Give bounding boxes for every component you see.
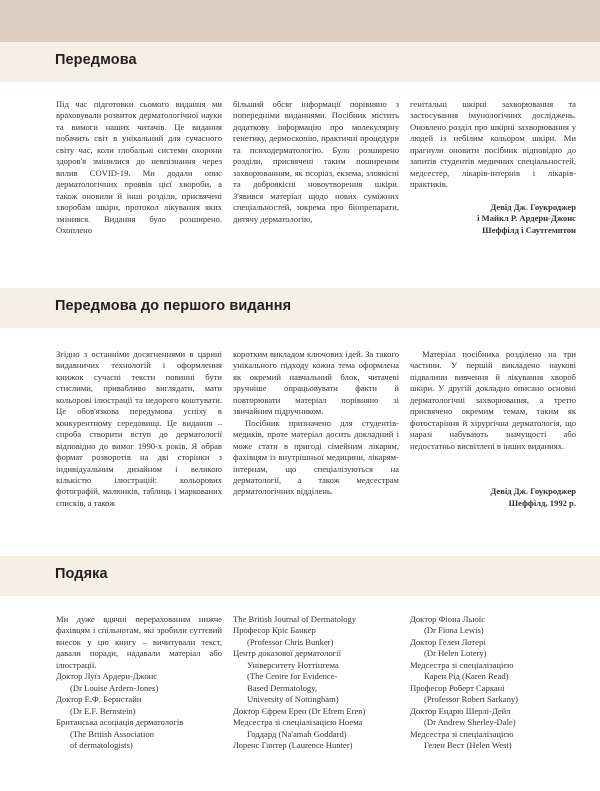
list-item-detail: Університету Ноттінгема (247, 659, 339, 670)
section-title: Подяка (55, 566, 108, 582)
acknowledgements-list (410, 614, 576, 751)
acknowledgements-column-1 (56, 614, 222, 751)
paragraph: Ми дуже вдячні перерахованим нижче фахівцям і спільнотам, які зробили суттєвий внесок у цю книгу – вичитували текст, давали поради, надавали матеріал або ілюстрації. (56, 614, 222, 670)
acknowledgements-body (56, 614, 576, 751)
section-header-acknowledgements (0, 556, 600, 596)
list-item-detail: (Dr E.F. Bernstein) (70, 705, 136, 716)
list-item: Доктор Е.Ф. Бернстайн (56, 694, 142, 705)
preface-signature (410, 202, 576, 237)
acknowledgements-list (56, 671, 222, 751)
paragraph: Матеріал посібника розділено на три частини. У першій викладено наукові підвалини вивчення й лікування хвороб шкіри. У другій докладно описано основні дерматологічні захворювання, а третю присвячено окремим темам, таким як фотостаріння й хірургічна дерматологія, що наразі набувають значущості або недостатньо висвітлені в інших виданнях. (410, 349, 576, 451)
list-item-detail: of dermatologists) (70, 739, 133, 750)
list-item-detail: Карен Рід (Karen Read) (424, 671, 509, 682)
signature-line: Шеффілд, 1992 р. (508, 497, 576, 508)
list-item: Лоренс Гантер (Laurence Hunter) (233, 739, 353, 750)
first-edition-column-1 (56, 349, 222, 509)
list-item: Доктор Ендрю Шерлі-Дейл (410, 705, 511, 716)
list-item-detail: University of Nottingham) (247, 694, 339, 705)
first-edition-column-3 (410, 349, 576, 509)
list-item: Професор Роберт Саркані (410, 682, 505, 693)
preface-column-1 (56, 99, 222, 236)
preface-body (56, 99, 576, 236)
paragraph: більший обсяг інформації порівняно з попередніми виданнями. Посібник містить додаткову інформацію про молекулярну генетику, дермоскопію, практичні процедури та психодерматологію. Було розширено розділи, присвячені таким поширеним захворюванням, як псоріаз, екзема, злоякісні та доброякісні новоутворення шкіри. З'явився матеріал щодо нових суміжних спеціальностей, зокрема про біопрепарати, дитячу дерматологію, (233, 99, 399, 224)
list-item-detail: Гелен Вест (Helen West) (424, 739, 512, 750)
list-item: Медсестра зі спеціалізацією Ноема (233, 717, 363, 728)
section-header-first-edition (0, 288, 600, 328)
list-item-detail: (Dr Helen Lotery) (424, 648, 487, 659)
list-item-detail: (Dr Louise Ardern-Jones) (70, 682, 159, 693)
top-decorative-band (0, 0, 600, 42)
paragraph: Посібник призначено для студентів-медиків, проте матеріал досить докладний і може стати в пригоді сімейним лікарям, фахівцям із внутрішньої медицини, лікарям-інтернам, що спеціалізуються на дерматології, а також медсестрам дерматологічних відділень. (233, 417, 399, 497)
signature-line: Шеффілд і Саутгемптон (482, 224, 576, 235)
list-item-detail: (Professor Chris Bunker) (247, 636, 334, 647)
list-item-detail: Based Dermatology, (247, 682, 318, 693)
list-item-detail: (The Centre for Evidence- (247, 671, 338, 682)
section-header-preface (0, 42, 600, 82)
list-item-detail: (Dr Andrew Sherley-Dale) (424, 717, 516, 728)
list-item-detail: Годдард (Na'amah Goddard) (247, 728, 347, 739)
acknowledgements-list (233, 614, 399, 751)
first-edition-column-2 (233, 349, 399, 509)
preface-column-3 (410, 99, 576, 236)
acknowledgements-column-2 (233, 614, 399, 751)
list-item: Доктор Луїз Ардерн-Джонс (56, 671, 158, 682)
list-item: Медсестра зі спеціалізацією (410, 659, 514, 670)
signature-line: і Майкл Р. Ардерн-Джонс (477, 213, 576, 224)
acknowledgements-column-3 (410, 614, 576, 751)
list-item-detail: (The British Association (70, 728, 155, 739)
signature-line: Девід Дж. Гоукроджер (490, 201, 576, 212)
section-title: Передмова (55, 52, 137, 68)
first-edition-body (56, 349, 576, 509)
list-item: The British Journal of Dermatology (233, 614, 357, 624)
preface-column-2 (233, 99, 399, 236)
list-item: Центр доказової дерматології (233, 648, 341, 659)
list-item: Професор Кріс Банкер (233, 625, 316, 636)
section-title: Передмова до першого видання (55, 298, 292, 314)
list-item: Доктор Фіона Льюїс (410, 614, 486, 624)
list-item-detail: (Professor Robert Sarkany) (424, 694, 519, 705)
first-edition-signature (410, 486, 576, 509)
paragraph: генітальні шкірні захворювання та застосування імунологічних досліджень. Оновлено розділ про шкірні захворювання у людей із небілим кольором шкіри. Ми прагнули оновити посібник відповідно до запитів студентів медичних спеціальностей, медсестер, лікарів-інтернів і лікарів-практиків. (410, 99, 576, 190)
list-item: Медсестра зі спеціалізацією (410, 728, 514, 739)
list-item: Британська асоціація дерматологів (56, 717, 184, 728)
paragraph: коротким викладом ключових ідей. За такого унікального підходу кожна тема оформлена як окремий навчальний блок, читачеві зручніше опрацьовувати факти й повторювати матеріал порівняно зі звичайним підручником. (233, 349, 399, 417)
list-item-detail: (Dr Fiona Lewis) (424, 625, 484, 636)
list-item: Доктор Єфрем Ерен (Dr Efrem Eren) (233, 705, 366, 716)
paragraph: Під час підготовки сьомого видання ми враховували розвиток дерматологічної науки та вимоги наших читачів. Це видання побачить світ в унікальний для сучасного світу час, коли глобальні системи охорони здоров'я змінилися до невпізнання через вплив COVID-19. Ми додали опис дерматологічних проявів цієї хвороби, а також оновили й інші розділи, присвячені хворобам шкіри, протокол лікування яких змінився. Видання було розширено. Охоплено (56, 99, 222, 235)
list-item: Доктор Гелен Лотері (410, 636, 486, 647)
paragraph: Згідно з останніми досягненнями в царині видавничих технологій і оформлення книжок сучасні тексти повинні бути стислими, привабливо виглядати, мати кольорові ілюстрації та недорого коштувати. Це обов'язкова передумова успіху в конкурентному середовищі. Це видання – спроба створити вступ до дерматології відповідно до вимог 1990-х років. Я обрав формат розворотів на дві сторінки з індивідуальним дизайном і великою кількістю ілюстрацій: кольорових фотографій, малюнків, таблиць і маркованих списків, а також (56, 349, 222, 508)
signature-line: Девід Дж. Гоукроджер (490, 486, 576, 497)
